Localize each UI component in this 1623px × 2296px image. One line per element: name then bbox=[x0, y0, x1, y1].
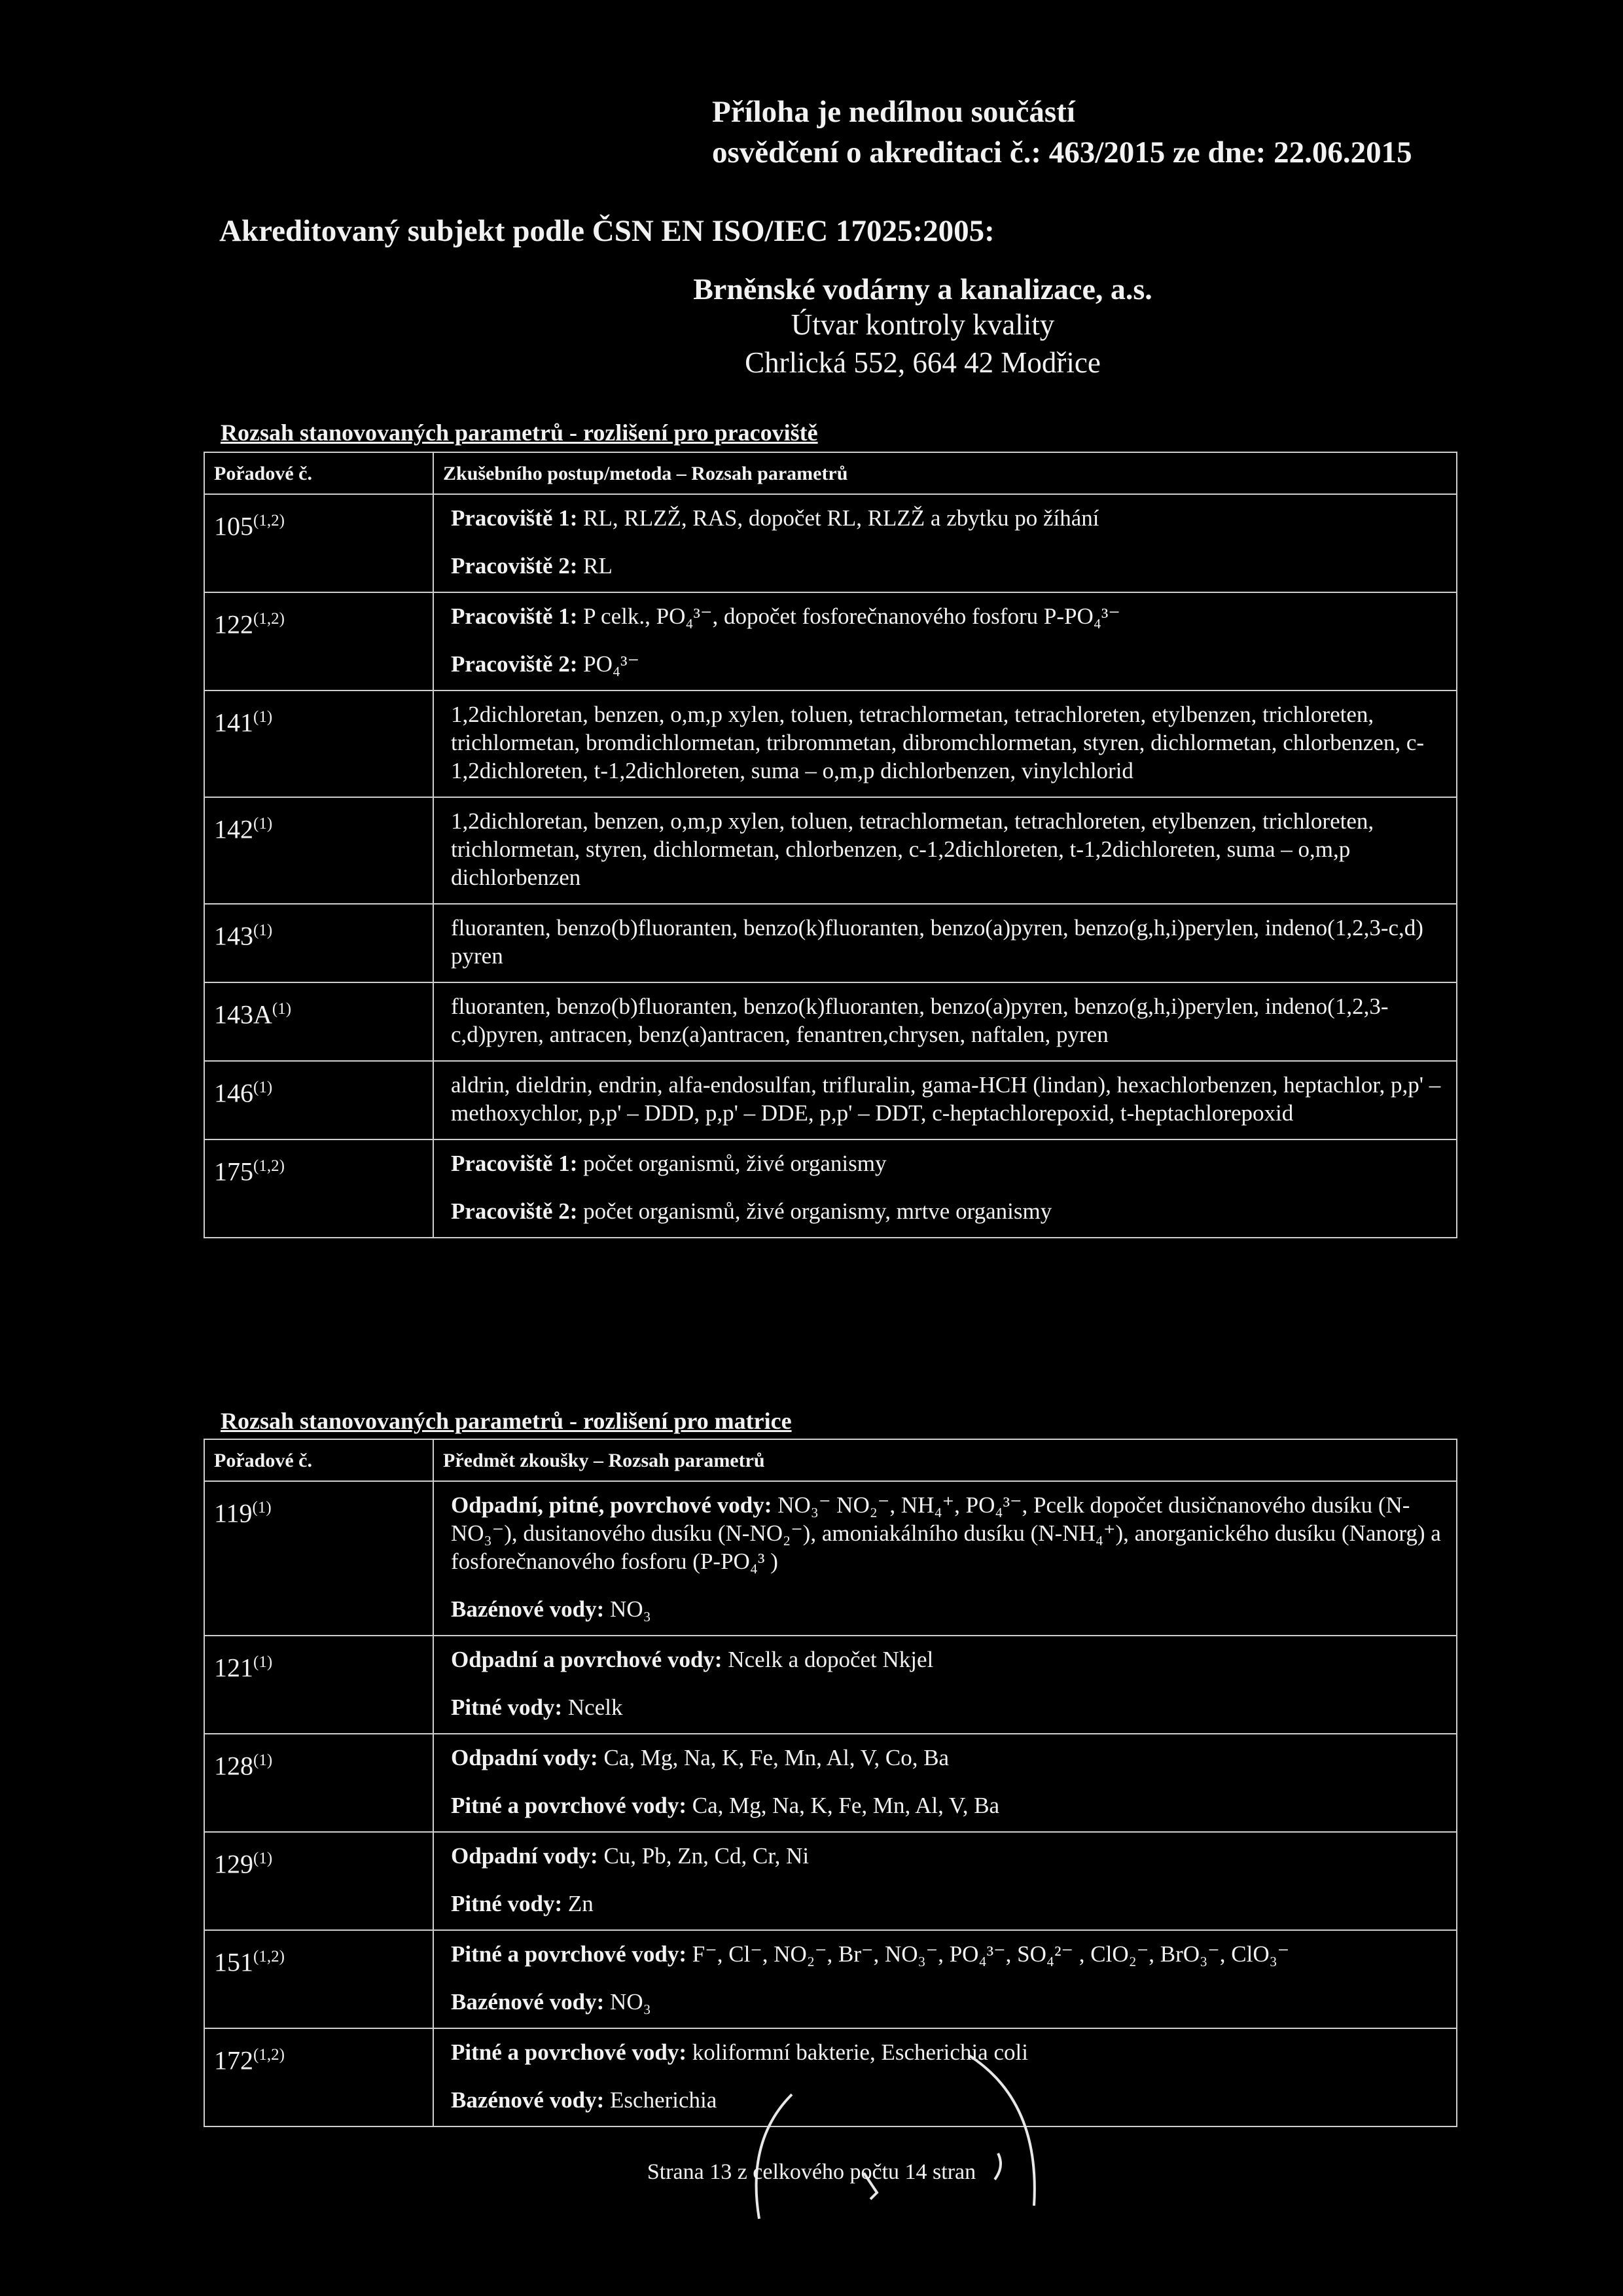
page-number: Strana 13 z celkového počtu 14 stran bbox=[647, 2160, 976, 2184]
scope-text: P celk., PO₄³⁻, dopočet fosforečnanového fosforu P-PO₄³⁻ bbox=[577, 603, 1120, 629]
row-number-value: 121 bbox=[214, 1653, 253, 1683]
scope-lead: Odpadní vody: bbox=[451, 1745, 598, 1770]
scope-lead: Pitné a povrchové vody: bbox=[451, 1793, 687, 1818]
scope-text: počet organismů, živé organismy, mrtve organismy bbox=[577, 1198, 1052, 1224]
row-number-footnote: (1,2) bbox=[253, 512, 285, 529]
row-number-footnote: (1) bbox=[272, 1000, 292, 1018]
row-number bbox=[204, 691, 433, 797]
accredited-subject: Akreditovaný subjekt podle ČSN EN ISO/IEC 17025:2005: bbox=[219, 214, 995, 248]
row-number bbox=[204, 1734, 433, 1832]
col-subject-scope: Předmět zkoušky – Rozsah parametrů bbox=[433, 1439, 1457, 1481]
scope-text: Cu, Pb, Zn, Cd, Cr, Ni bbox=[597, 1843, 810, 1869]
row-scope bbox=[433, 1832, 1457, 1930]
table-row bbox=[204, 1481, 1457, 1636]
scope-lead: Pitné vody: bbox=[451, 1891, 563, 1916]
row-number-value: 172 bbox=[214, 2045, 253, 2075]
table-row bbox=[204, 1636, 1457, 1734]
scope-line bbox=[451, 1645, 1444, 1674]
row-scope bbox=[433, 1481, 1457, 1636]
scope-text: F⁻, Cl⁻, NO₂⁻, Br⁻, NO₃⁻, PO₄³⁻, SO₄²⁻ , ClO₂⁻, BrO₃⁻, ClO₃⁻ bbox=[687, 1941, 1290, 1967]
scope-line bbox=[451, 504, 1444, 532]
scope-lead: Bazénové vody: bbox=[451, 1989, 605, 2015]
scope-line bbox=[451, 700, 1444, 785]
scope-text: RL bbox=[577, 553, 613, 579]
scope-text: PO₄³⁻ bbox=[577, 651, 640, 677]
row-number-value: 143A bbox=[214, 999, 272, 1030]
lab-name: Brněnské vodárny a kanalizace, a.s. bbox=[693, 272, 1152, 306]
table-row bbox=[204, 494, 1457, 592]
row-number-footnote: (1) bbox=[253, 1079, 273, 1096]
scope-lead: Pitné a povrchové vody: bbox=[451, 2039, 687, 2065]
section1-title: Rozsah stanovovaných parametrů - rozlišení pro pracoviště bbox=[221, 420, 818, 446]
scope-lead: Pitné a povrchové vody: bbox=[451, 1941, 687, 1967]
row-number bbox=[204, 1481, 433, 1636]
row-number-footnote: (1) bbox=[253, 1653, 273, 1671]
row-scope bbox=[433, 494, 1457, 592]
row-number-footnote: (1) bbox=[253, 815, 273, 833]
row-number-value: 146 bbox=[214, 1078, 253, 1108]
scope-lead: Pracoviště 1: bbox=[451, 603, 578, 629]
scope-text: NO₃ bbox=[604, 1989, 651, 2015]
scope-text: Escherichia bbox=[604, 2087, 717, 2113]
scope-lead: Pracoviště 1: bbox=[451, 505, 578, 531]
row-scope bbox=[433, 1061, 1457, 1139]
row-number-footnote: (1,2) bbox=[253, 1948, 285, 1965]
row-number bbox=[204, 2028, 433, 2126]
scope-line bbox=[451, 1491, 1444, 1575]
scope-lead: Pitné vody: bbox=[451, 1695, 563, 1720]
row-number bbox=[204, 1930, 433, 2028]
official-stamp-icon bbox=[733, 2009, 1073, 2225]
scope-lead: Pracoviště 2: bbox=[451, 553, 578, 579]
scope-text: 1,2dichloretan, benzen, o,m,p xylen, toluen, tetrachlormetan, tetrachloreten, etylbenzen, trichloreten, trichlormetan, styren, dichlormetan, chlorbenzen, c-1,2dichloreten, t-1,2dichloreten, suma – o,m,p dichlorbenzen bbox=[451, 808, 1374, 890]
row-scope bbox=[433, 904, 1457, 982]
row-number-value: 151 bbox=[214, 1947, 253, 1977]
annex-line-1: Příloha je nedílnou součástí bbox=[712, 95, 1075, 129]
row-number-value: 142 bbox=[214, 814, 253, 844]
lab-address: Chrlická 552, 664 42 Modřice bbox=[745, 346, 1101, 379]
row-number-footnote: (1) bbox=[253, 708, 273, 726]
scope-line bbox=[451, 1842, 1444, 1870]
scope-line bbox=[451, 992, 1444, 1049]
scope-text: Zn bbox=[562, 1891, 594, 1916]
row-number-footnote: (1) bbox=[253, 1751, 273, 1769]
row-number-value: 105 bbox=[214, 511, 253, 541]
row-number-footnote: (1,2) bbox=[253, 2046, 285, 2064]
row-number bbox=[204, 1832, 433, 1930]
table-row bbox=[204, 1061, 1457, 1139]
scope-lead: Pracoviště 2: bbox=[451, 651, 578, 677]
row-number-footnote: (1) bbox=[252, 1499, 272, 1516]
scope-line bbox=[451, 1940, 1444, 1968]
scope-line bbox=[451, 552, 1444, 580]
scope-line bbox=[451, 1071, 1444, 1127]
table-row bbox=[204, 691, 1457, 797]
scope-line bbox=[451, 1197, 1444, 1225]
scope-lead: Odpadní vody: bbox=[451, 1843, 598, 1869]
scope-text: NO₃⁻ NO₂⁻, NH₄⁺, PO₄³⁻, Pcelk dopočet dusičnanového dusíku (N-NO₃⁻), dusitanového dusíku (N-NO₂⁻), amoniakálního dusíku (N-NH₄⁺), anorganického dusíku (Nanorg) a fosforečnanového fosforu (P-PO₄³ ) bbox=[451, 1492, 1441, 1574]
section2-title: Rozsah stanovovaných parametrů - rozlišení pro matrice bbox=[221, 1408, 792, 1434]
scope-text: RL, RLZŽ, RAS, dopočet RL, RLZŽ a zbytku po žíhání bbox=[577, 505, 1099, 531]
row-scope bbox=[433, 1734, 1457, 1832]
table-row bbox=[204, 592, 1457, 691]
scope-text: 1,2dichloretan, benzen, o,m,p xylen, toluen, tetrachlormetan, tetrachloreten, etylbenzen, trichloreten, trichlormetan, bromdichlormetan, tribrommetan, dibromchlormetan, styren, dichlormetan, chlorbenzen, c-1,2dichloreten, t-1,2dichloreten, suma – o,m,p dichlorbenzen, vinylchlorid bbox=[451, 702, 1425, 783]
scope-text: počet organismů, živé organismy bbox=[577, 1151, 887, 1176]
scope-lead: Bazénové vody: bbox=[451, 2087, 605, 2113]
scope-line bbox=[451, 807, 1444, 891]
row-scope bbox=[433, 982, 1457, 1061]
scope-text: Ca, Mg, Na, K, Fe, Mn, Al, V, Ba bbox=[687, 1793, 1000, 1818]
col-method-scope: Zkušebního postup/metoda – Rozsah parametrů bbox=[433, 452, 1457, 494]
table-row bbox=[204, 797, 1457, 904]
row-number bbox=[204, 1139, 433, 1238]
table-row bbox=[204, 904, 1457, 982]
scope-text: aldrin, dieldrin, endrin, alfa-endosulfan, trifluralin, gama-HCH (lindan), hexachlorbenzen, heptachlor, p,p' – methoxychlor, p,p' – DDD, p,p' – DDE, p,p' – DDT, c-heptachlorepoxid, t-heptachlorepoxid bbox=[451, 1072, 1441, 1126]
row-scope bbox=[433, 1139, 1457, 1238]
table-row bbox=[204, 1734, 1457, 1832]
row-number bbox=[204, 982, 433, 1061]
row-number-footnote: (1) bbox=[253, 922, 273, 939]
row-number-value: 143 bbox=[214, 921, 253, 951]
scope-lead: Pracoviště 1: bbox=[451, 1151, 578, 1176]
row-number bbox=[204, 592, 433, 691]
scope-line bbox=[451, 914, 1444, 970]
scope-text: Ca, Mg, Na, K, Fe, Mn, Al, V, Co, Ba bbox=[597, 1745, 950, 1770]
table-row bbox=[204, 1832, 1457, 1930]
scope-text: Ncelk a dopočet Nkjel bbox=[722, 1647, 934, 1672]
scope-line bbox=[451, 1149, 1444, 1177]
table-row bbox=[204, 1139, 1457, 1238]
row-number-value: 141 bbox=[214, 708, 253, 738]
row-number bbox=[204, 1061, 433, 1139]
scope-line bbox=[451, 602, 1444, 630]
scope-lead: Pracoviště 2: bbox=[451, 1198, 578, 1224]
annex-line-2: osvědčení o akreditaci č.: 463/2015 ze dne: 22.06.2015 bbox=[712, 135, 1412, 170]
row-number-value: 175 bbox=[214, 1157, 253, 1187]
row-number-value: 128 bbox=[214, 1751, 253, 1781]
row-number bbox=[204, 1636, 433, 1734]
row-number bbox=[204, 904, 433, 982]
row-number-value: 119 bbox=[214, 1498, 253, 1528]
scope-line bbox=[451, 1595, 1444, 1623]
row-number-footnote: (1,2) bbox=[253, 610, 285, 628]
row-number-value: 129 bbox=[214, 1849, 253, 1879]
scope-lead: Bazénové vody: bbox=[451, 1596, 605, 1622]
row-scope bbox=[433, 797, 1457, 904]
col-order-number: Pořadové č. bbox=[204, 452, 433, 494]
row-scope bbox=[433, 1636, 1457, 1734]
table-row bbox=[204, 982, 1457, 1061]
scope-text: koliformní bakterie, Escherichia coli bbox=[687, 2039, 1028, 2065]
scope-text: fluoranten, benzo(b)fluoranten, benzo(k)fluoranten, benzo(a)pyren, benzo(g,h,i)perylen, indeno(1,2,3-c,d)pyren, antracen, benz(a)antracen, fenantren,chrysen, naftalen, pyren bbox=[451, 994, 1389, 1047]
scope-text: NO₃ bbox=[604, 1596, 651, 1622]
scope-line bbox=[451, 1744, 1444, 1772]
col-order-number: Pořadové č. bbox=[204, 1439, 433, 1481]
row-number-footnote: (1) bbox=[253, 1850, 273, 1867]
row-number-footnote: (1,2) bbox=[253, 1157, 285, 1175]
row-scope bbox=[433, 691, 1457, 797]
row-number bbox=[204, 797, 433, 904]
scope-lead: Odpadní a povrchové vody: bbox=[451, 1647, 722, 1672]
scope-lead: Odpadní, pitné, povrchové vody: bbox=[451, 1492, 772, 1518]
workplace-scope-table bbox=[204, 452, 1457, 1238]
scope-line bbox=[451, 1693, 1444, 1721]
scope-text: Ncelk bbox=[562, 1695, 623, 1720]
scope-line bbox=[451, 1791, 1444, 1820]
scope-line bbox=[451, 1890, 1444, 1918]
lab-unit: Útvar kontroly kvality bbox=[791, 308, 1055, 341]
row-number-value: 122 bbox=[214, 609, 253, 639]
row-scope bbox=[433, 592, 1457, 691]
row-number bbox=[204, 494, 433, 592]
scope-text: fluoranten, benzo(b)fluoranten, benzo(k)fluoranten, benzo(a)pyren, benzo(g,h,i)perylen, indeno(1,2,3-c,d) pyren bbox=[451, 915, 1423, 969]
scope-line bbox=[451, 650, 1444, 678]
